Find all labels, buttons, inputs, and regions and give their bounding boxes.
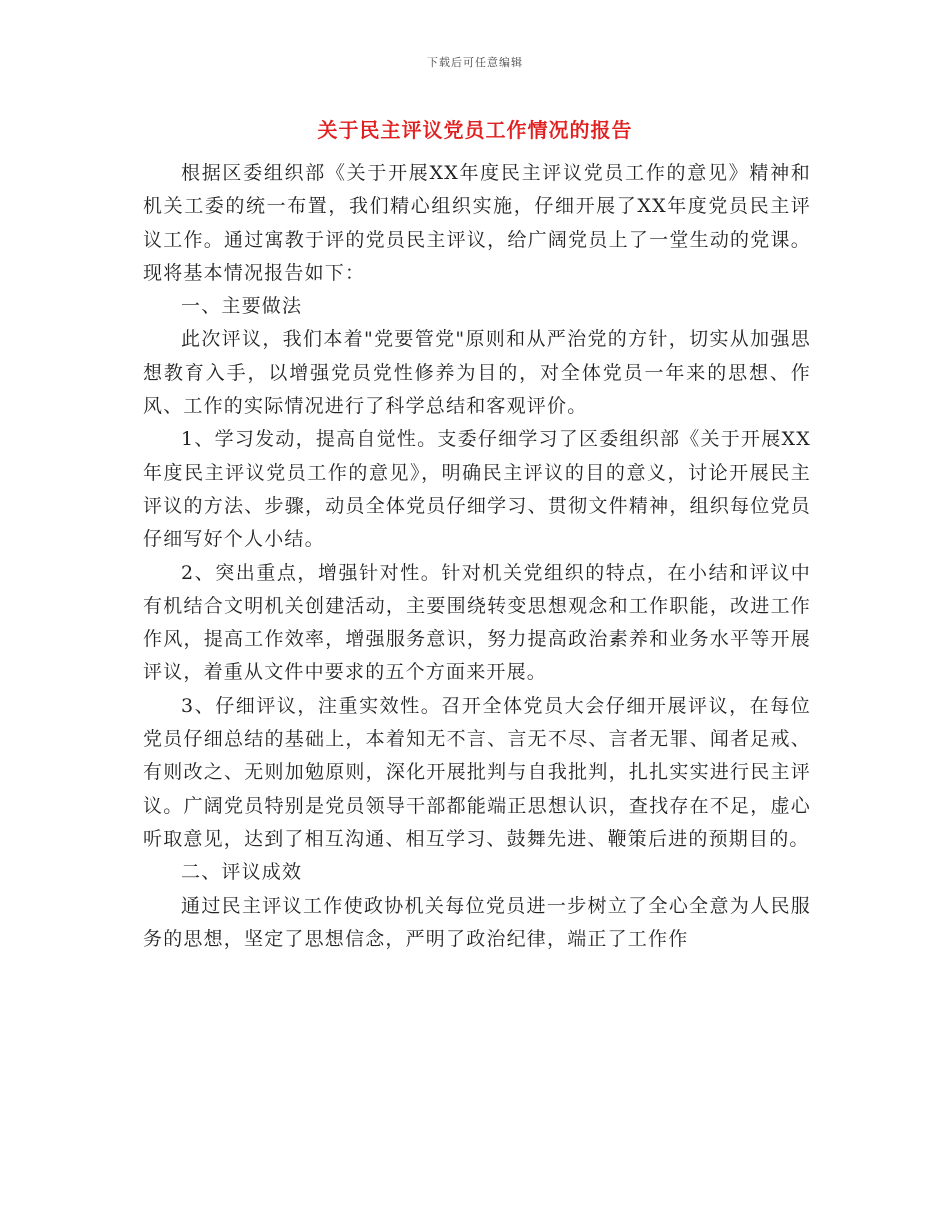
document-title: 关于民主评议党员工作情况的报告 [317, 118, 633, 142]
paragraph-intro: 根据区委组织部《关于开展XX年度民主评议党员工作的意见》精神和机关工委的统一布置，我们精心组织实施，仔细开展了XX年度党员民主评议工作。通过寓教于评的党员民主评议，给广阔党员上了一堂生动的党课。现将基本情况报告如下： [143, 162, 811, 284]
section-heading-1: 一、主要做法 [181, 295, 303, 318]
paragraph-item-2: 2、突出重点，增强针对性。针对机关党组织的特点，在小结和评议中有机结合文明机关创建活动，主要围绕转变思想观念和工作职能，改进工作作风，提高工作效率，增强服务意识，努力提高政治素养和业务水平等开展评议，着重从文件中要求的五个方面来开展。 [143, 561, 811, 684]
paragraph-item-1: 1、学习发动，提高自觉性。支委仔细学习了区委组织部《关于开展XX年度民主评议党员工作的意见》，明确民主评议的目的意义，讨论开展民主评议的方法、步骤，动员全体党员仔细学习、贯彻文件精神，组织每位党员仔细写好个人小结。 [143, 428, 811, 551]
header-note: 下载后可任意编辑 [427, 56, 523, 69]
paragraph-approach: 此次评议，我们本着"党要管党"原则和从严治党的方针，切实从加强思想教育入手，以增强党员党性修养为目的，对全体党员一年来的思想、作风、工作的实际情况进行了科学总结和客观评价。 [143, 328, 811, 418]
paragraph-results: 通过民主评议工作使政协机关每位党员进一步树立了全心全意为人民服务的思想，坚定了思想信念，严明了政治纪律，端正了工作作 [143, 894, 811, 950]
paragraph-item-3: 3、仔细评议，注重实效性。召开全体党员大会仔细开展评议，在每位党员仔细总结的基础上，本着知无不言、言无不尽、言者无罪、闻者足戒、有则改之、无则加勉原则，深化开展批判与自我批判，扎扎实实进行民主评议。广阔党员特别是党员领导干部都能端正思想认识，查找存在不足，虚心听取意见，达到了相互沟通、相互学习、鼓舞先进、鞭策后进的预期目的。 [143, 694, 811, 850]
document-body [143, 157, 811, 956]
section-heading-2: 二、评议成效 [181, 861, 303, 884]
